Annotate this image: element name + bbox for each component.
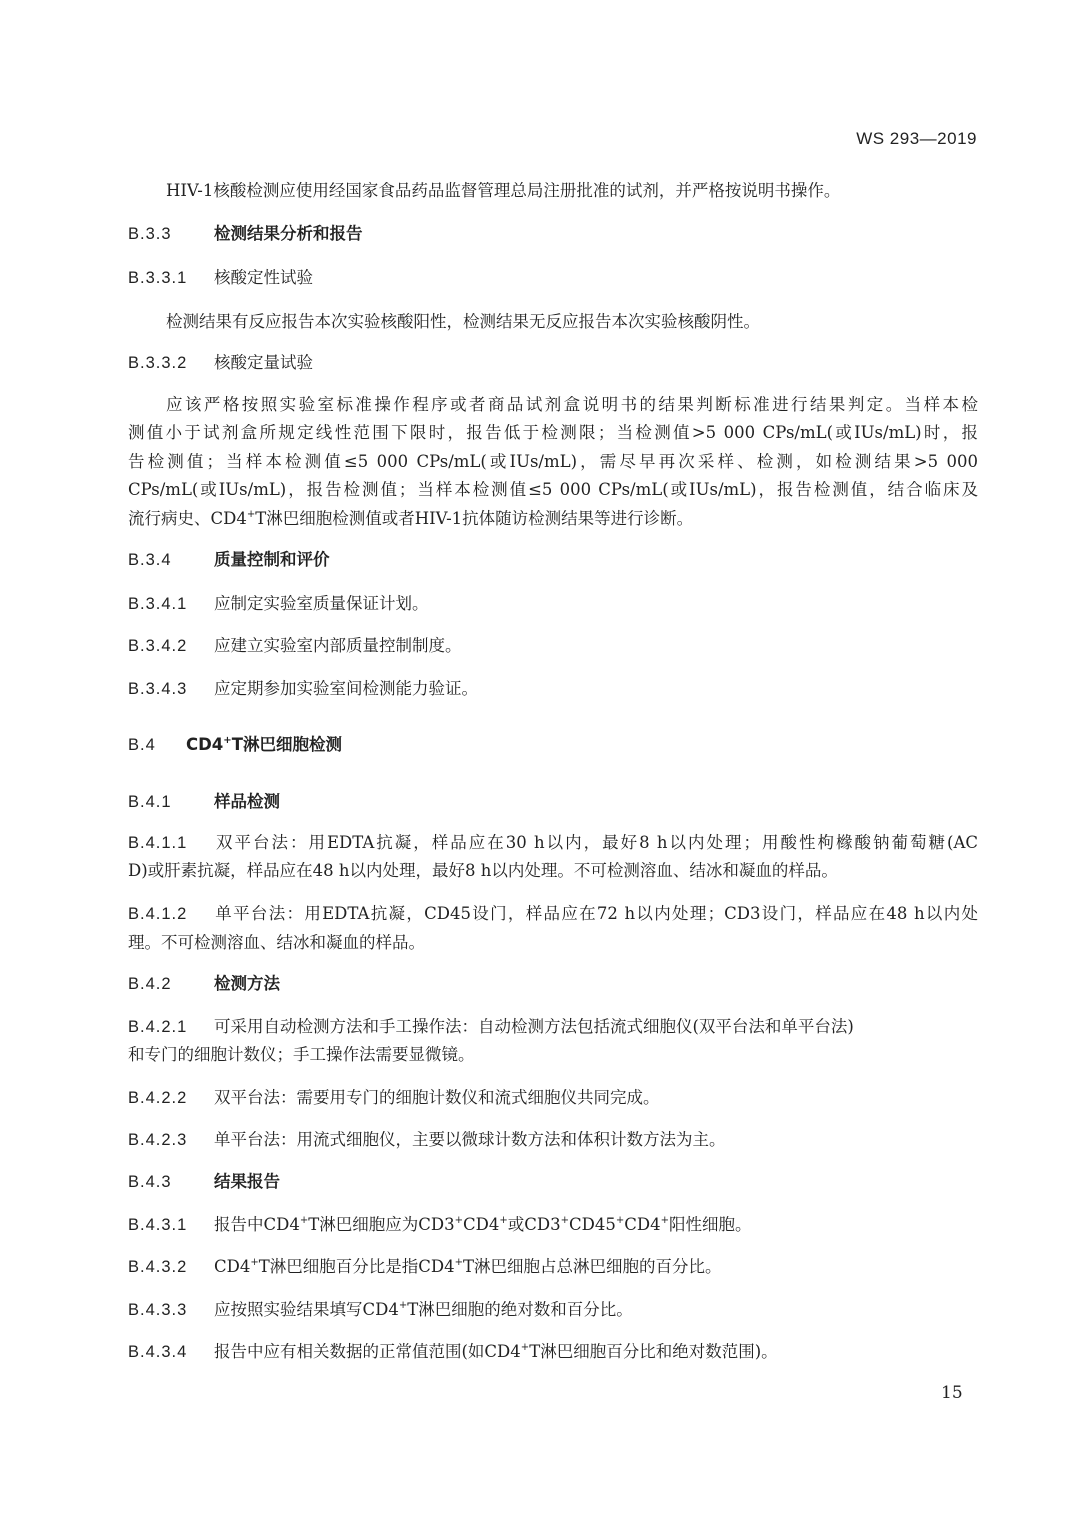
paragraph-quantitative-line-2: 测值小于试剂盒所规定线性范围下限时，报告低于检测限；当检测值>5 000 CPs/mL(或IUs/mL)时，报	[128, 423, 978, 442]
clause-text: 单平台法：用流式细胞仪，主要以微球计数方法和体积计数方法为主。	[214, 1130, 726, 1149]
section-number: B.3.3	[128, 225, 172, 243]
clause-text: 单平台法：用EDTA抗凝，CD45设门，样品应在72 h以内处理；CD3设门，样品应在48 h以内处	[214, 904, 978, 923]
clause-text	[214, 1215, 752, 1234]
section-heading-b333	[128, 220, 363, 244]
text-run: 阳性细胞。	[669, 1215, 752, 1234]
text-run: CD4	[624, 1215, 661, 1234]
chapter-number: B.4	[128, 736, 156, 754]
text-run: 流行病史、CD4	[128, 509, 247, 528]
clause-b3343	[128, 675, 478, 699]
section-heading-b334	[128, 546, 330, 570]
text-run: T淋巴细胞百分比是指CD4	[258, 1257, 455, 1276]
clause-b433	[128, 1296, 633, 1320]
clause-b431	[128, 1211, 752, 1235]
clause-text: 双平台法：用EDTA抗凝，样品应在30 h以内，最好8 h以内处理；用酸性枸橼酸钠葡萄糖(AC	[214, 833, 978, 852]
clause-b411-line-2: D)或肝素抗凝，样品应在48 h以内处理，最好8 h以内处理。不可检测溶血、结冰和凝血的样品。	[128, 861, 838, 880]
clause-b3331	[128, 264, 313, 288]
superscript: +	[520, 1342, 530, 1353]
superscript: +	[615, 1215, 625, 1226]
clause-text: 核酸定量试验	[214, 353, 313, 372]
paragraph-hiv-reagent: HIV-1核酸检测应使用经国家食品药品监督管理总局注册批准的试剂，并严格按说明书操作。	[166, 181, 841, 200]
clause-number: B.4.3.2	[128, 1258, 188, 1276]
clause-text	[214, 1342, 778, 1361]
section-title: 样品检测	[214, 792, 280, 811]
clause-b3342	[128, 632, 462, 656]
clause-b412-line-1	[128, 900, 978, 924]
chapter-heading-b4	[128, 731, 342, 755]
clause-number: B.4.2.3	[128, 1131, 188, 1149]
clause-number: B.3.4.1	[128, 595, 188, 613]
superscript: +	[454, 1257, 463, 1268]
clause-b3341	[128, 590, 429, 614]
paragraph-quantitative-line-1: 应该严格按照实验室标准操作程序或者商品试剂盒说明书的结果判断标准进行结果判定。当样本检	[166, 395, 978, 414]
clause-number: B.4.2.1	[128, 1018, 188, 1036]
text-run: 或CD3	[507, 1215, 561, 1234]
superscript: +	[250, 1257, 259, 1268]
standard-code: WS 293—2019	[856, 129, 977, 148]
clause-text: 应建立实验室内部质量控制制度。	[214, 636, 462, 655]
clause-b3332	[128, 349, 313, 373]
superscript: +	[499, 1215, 508, 1226]
superscript: +	[660, 1215, 669, 1226]
section-title: 质量控制和评价	[214, 550, 330, 569]
section-heading-b41	[128, 788, 280, 812]
chapter-title	[186, 735, 342, 754]
clause-b434	[128, 1338, 778, 1362]
section-heading-b43	[128, 1168, 280, 1192]
clause-b422	[128, 1084, 660, 1108]
paragraph-qualitative-result: 检测结果有反应报告本次实验核酸阳性，检测结果无反应报告本次实验核酸阴性。	[166, 312, 760, 331]
clause-number: B.4.3.3	[128, 1301, 188, 1319]
clause-b412-line-2: 理。不可检测溶血、结冰和凝血的样品。	[128, 933, 425, 952]
paragraph-quantitative-line-3: 告检测值；当样本检测值≤5 000 CPs/mL(或IUs/mL)，需尽早再次采样、检测，如检测结果>5 000	[128, 452, 978, 471]
clause-b421-line-2: 和专门的细胞计数仪；手工操作法需要显微镜。	[128, 1045, 475, 1064]
section-title: 检测结果分析和报告	[214, 224, 363, 243]
section-title: 检测方法	[214, 974, 280, 993]
clause-number: B.4.3.4	[128, 1343, 188, 1361]
clause-number: B.3.4.3	[128, 680, 188, 698]
text-run: CD4	[186, 735, 224, 754]
clause-number: B.4.2.2	[128, 1089, 188, 1107]
superscript: +	[454, 1215, 463, 1226]
clause-number: B.4.1.2	[128, 905, 188, 923]
section-number: B.3.4	[128, 551, 172, 569]
clause-number: B.4.1.1	[128, 834, 188, 852]
clause-text: 可采用自动检测方法和手工操作法：自动检测方法包括流式细胞仪(双平台法和单平台法)	[214, 1017, 854, 1036]
clause-b411-line-1	[128, 829, 978, 853]
clause-text: 双平台法：需要用专门的细胞计数仪和流式细胞仪共同完成。	[214, 1088, 660, 1107]
text-run: T淋巴细胞占总淋巴细胞的百分比。	[463, 1257, 722, 1276]
clause-text	[214, 1300, 633, 1319]
section-title: 结果报告	[214, 1172, 280, 1191]
text-run: CD4	[463, 1215, 500, 1234]
page-number: 15	[941, 1383, 963, 1403]
text-run: T淋巴细胞检测值或者HIV-1抗体随访检测结果等进行诊断。	[255, 509, 694, 528]
text-run: CD45	[569, 1215, 616, 1234]
text-run: T淋巴细胞检测	[231, 735, 342, 754]
text-run: 报告中应有相关数据的正常值范围(如CD4	[214, 1342, 521, 1361]
clause-text: 应制定实验室质量保证计划。	[214, 594, 429, 613]
text-run: CD4	[214, 1257, 251, 1276]
text-run: T淋巴细胞的绝对数和百分比。	[407, 1300, 633, 1319]
text-run: T淋巴细胞百分比和绝对数范围)。	[529, 1342, 778, 1361]
paragraph-quantitative-line-4: CPs/mL(或IUs/mL)，报告检测值；当样本检测值≤5 000 CPs/mL(或IUs/mL)，报告检测值，结合临床及	[128, 480, 978, 499]
clause-b432	[128, 1253, 722, 1277]
section-heading-b42	[128, 970, 280, 994]
text-run: 报告中CD4	[214, 1215, 300, 1234]
clause-number: B.3.3.1	[128, 269, 188, 287]
paragraph-quantitative-line-5	[128, 505, 693, 529]
section-number: B.4.1	[128, 793, 172, 811]
clause-text	[214, 1257, 722, 1276]
clause-number: B.4.3.1	[128, 1216, 188, 1234]
superscript: +	[560, 1215, 569, 1226]
section-number: B.4.3	[128, 1173, 172, 1191]
section-number: B.4.2	[128, 975, 172, 993]
text-run: T淋巴细胞应为CD3	[308, 1215, 455, 1234]
clause-text: 核酸定性试验	[214, 268, 313, 287]
clause-number: B.3.4.2	[128, 637, 188, 655]
superscript: +	[299, 1215, 309, 1226]
superscript: +	[246, 509, 256, 520]
superscript: +	[398, 1300, 408, 1311]
clause-b423	[128, 1126, 726, 1150]
clause-text: 应定期参加实验室间检测能力验证。	[214, 679, 478, 698]
text-run: 应按照实验结果填写CD4	[214, 1300, 399, 1319]
clause-number: B.3.3.2	[128, 354, 188, 372]
clause-b421-line-1	[128, 1013, 854, 1037]
superscript: +	[223, 735, 232, 746]
